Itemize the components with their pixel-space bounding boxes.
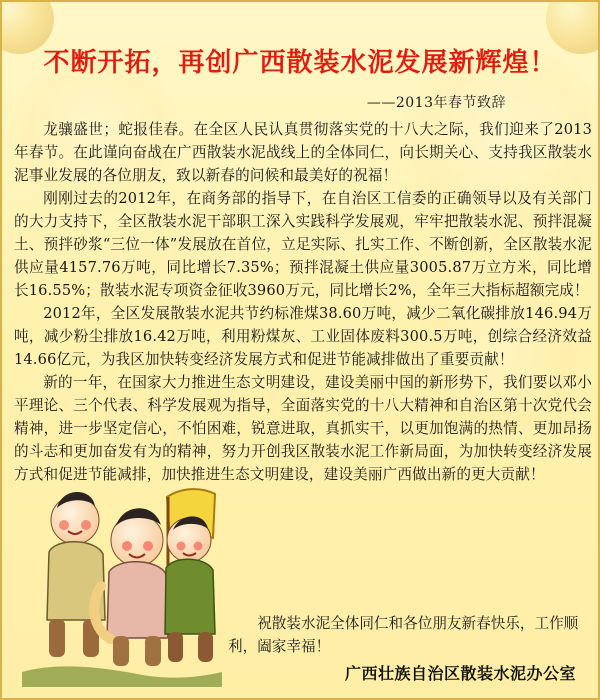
main-text	[14, 118, 592, 486]
blessing-text: 祝散装水泥全体同仁和各位朋友新春快乐，工作顺利，阖家幸福！	[228, 615, 579, 655]
paragraph-greeting: 龙骧盛世；蛇报佳春。在全区人民认真贯彻落实党的十八大之际，我们迎来了2013年春节。在此谨向奋战在广西散装水泥战线上的全体同仁，向长期关心、支持我区散装水泥事业发展的各位朋友，致以新春的问候和最美好的祝福！	[14, 121, 592, 184]
page-title: 不断开拓，再创广西散装水泥发展新辉煌！	[43, 48, 557, 78]
paragraph-energy-saving: 2012年，全区发展散装水泥共节约标准煤38.60万吨，减少二氧化碳排放146.94万吨，减少粉尘排放16.42万吨，利用粉煤灰、工业固体废料300.5万吨，创综合经济效益14.66亿元，为我区加快转变经济发展方式和促进节能减排做出了重要贡献！	[14, 305, 592, 368]
paragraph-2012-achievements: 刚刚过去的2012年，在商务部的指导下，在自治区工信委的正确领导以及有关部门的大力支持下，全区散装水泥干部职工深入实践科学发展观，牢牢把散装水泥、预拌混凝土、预拌砂浆“三位一体”发展放在首位，立足实际、扎实工作、不断创新，全区散装水泥供应量4157.76万吨，同比增长7.35%；预拌混凝土供应量3005.87万立方米，同比增长16.55%；散装水泥专项资金征收3960万元，同比增长2%，全年三大指标超额完成！	[14, 190, 592, 299]
page-subtitle: ——2013年春节致辞	[366, 95, 506, 111]
signature: 广西壮族自治区散装水泥办公室	[344, 664, 576, 683]
paragraph-new-year-plan: 新的一年，在国家大力推进生态文明建设，建设美丽中国的新形势下，我们要以邓小平理论、三个代表、科学发展观为指导，全面落实党的十八大精神和自治区第十次党代会精神，进一步坚定信心，不怕困难，锐意进取，真抓实干，以更加饱满的热情、更加昂扬的斗志和更加奋发有为的精神，努力开创我区散装水泥工作新局面，为加快转变经济发展方式和促进节能减排，加快推进生态文明建设，建设美丽广西做出新的更大贡献！	[14, 374, 592, 483]
